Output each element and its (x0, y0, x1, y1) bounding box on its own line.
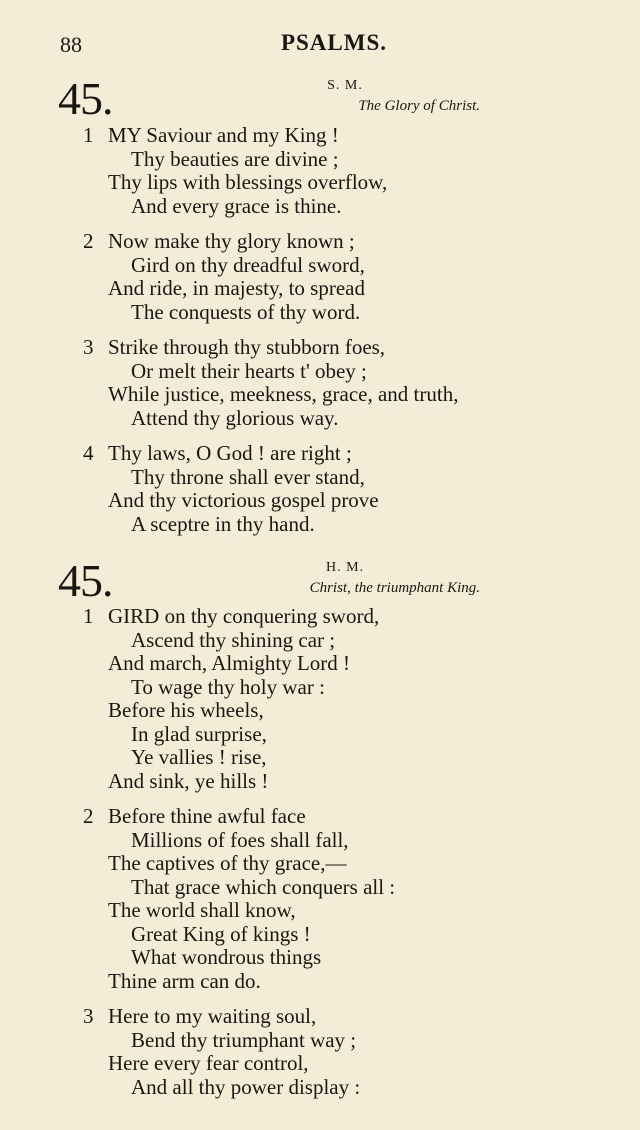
verse-line: Great King of kings ! (131, 921, 311, 946)
verse-line: Attend thy glorious way. (131, 405, 339, 430)
hymn-subtitle: Christ, the triumphant King. (309, 580, 480, 596)
verse-line: Thy beauties are divine ; (131, 146, 339, 171)
verse-number: 2 (83, 229, 94, 253)
verse-line: Here to my waiting soul, (108, 1004, 317, 1028)
verse-line: Or melt their hearts t' obey ; (131, 358, 367, 383)
verse-line: In glad surprise, (131, 721, 267, 746)
verse-line: And thy victorious gospel prove (108, 488, 379, 512)
verse-line: Gird on thy dreadful sword, (131, 252, 365, 277)
verse-line: MY Saviour and my King ! (108, 123, 339, 147)
verse (0, 1005, 640, 1099)
verse-line: Before his wheels, (108, 698, 264, 722)
verse-line: Ye vallies ! rise, (131, 745, 267, 769)
verse-line: That grace which conquers all : (131, 874, 396, 899)
verse (0, 124, 640, 218)
running-header (0, 30, 640, 60)
page-title: PSALMS. (280, 30, 388, 55)
page-number: 88 (60, 32, 82, 57)
verse (0, 442, 640, 536)
verse-line: Thy lips with blessings overflow, (108, 170, 388, 194)
verse-line: What wondrous things (131, 945, 322, 969)
verse-line: Thine arm can do. (108, 968, 261, 993)
verse-line: The world shall know, (108, 898, 296, 922)
verse-number: 4 (83, 441, 94, 465)
verse (0, 230, 640, 324)
verse-line: The captives of thy grace,— (108, 851, 347, 875)
verse-number: 2 (83, 804, 94, 828)
verse (0, 805, 640, 993)
verse-line: Thy throne shall ever stand, (131, 464, 365, 489)
hymn-verses (0, 605, 640, 1111)
hymn-number: 45. (58, 73, 113, 124)
verse (0, 605, 640, 793)
verse-number: 1 (83, 123, 94, 147)
verse-line: And ride, in majesty, to spread (108, 276, 365, 300)
verse-line: Millions of foes shall fall, (131, 827, 349, 852)
verse-line: While justice, meekness, grace, and truth, (108, 382, 459, 406)
hymn-meter: S. M. (327, 78, 363, 93)
verse-line: Before thine awful face (108, 804, 306, 828)
verse-line: And every grace is thine. (131, 193, 342, 218)
verse-number: 3 (83, 335, 94, 359)
verse-line: Strike through thy stubborn foes, (108, 335, 386, 359)
verse-line: Thy laws, O God ! are right ; (108, 441, 352, 465)
verse-line: A sceptre in thy hand. (131, 511, 315, 536)
hymn-number: 45. (58, 555, 113, 606)
verse-line: And all thy power display : (131, 1074, 361, 1099)
verse-line: Now make thy glory known ; (108, 229, 355, 253)
verse-line: And sink, ye hills ! (108, 768, 269, 793)
hymn-meter: H. M. (325, 560, 365, 575)
verse-line: The conquests of thy word. (131, 299, 361, 324)
verse-line: Here every fear control, (108, 1051, 309, 1075)
hymn-subtitle: The Glory of Christ. (358, 98, 480, 114)
verse-line: Ascend thy shining car ; (131, 627, 336, 652)
verse-line: And march, Almighty Lord ! (108, 651, 351, 675)
hymn-verses (0, 124, 640, 548)
verse (0, 336, 640, 430)
verse-line: To wage thy holy war : (131, 674, 325, 699)
verse-number: 1 (83, 604, 94, 628)
verse-line: Bend thy triumphant way ; (131, 1027, 357, 1052)
verse-line: GIRD on thy conquering sword, (108, 604, 380, 628)
verse-number: 3 (83, 1004, 94, 1028)
